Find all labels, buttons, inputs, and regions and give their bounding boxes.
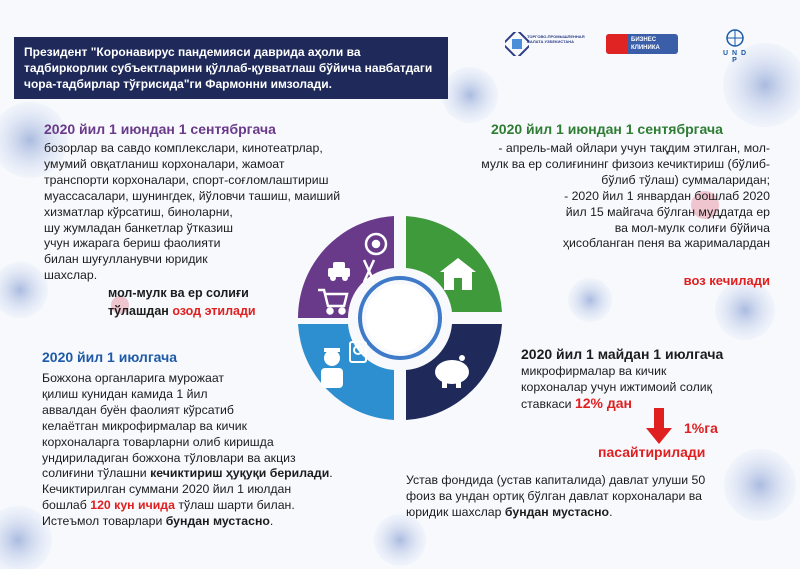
text-line: - апрель-май ойлари учун тақдим этилган, мол-	[498, 141, 770, 155]
bottom-right-note	[406, 473, 766, 521]
text-line: билан шуғулланувчи юридик	[44, 252, 208, 267]
line-suffix: .	[609, 504, 613, 519]
line-suffix: .	[329, 466, 333, 481]
header-banner	[14, 37, 448, 99]
reduced-label: пасайтирилади	[598, 444, 706, 460]
text-line: Кечиктирилган суммани 2020 йил 1 июлдан	[42, 482, 292, 497]
text-line: ва мол-мулк солиғи бўйича	[614, 220, 770, 235]
highlight-prefix: тўлашдан	[108, 304, 169, 318]
text-line: йил 15 майгача бўлган муддатда ер	[565, 204, 770, 219]
rate-to: 1%га	[684, 420, 718, 436]
top-left-title: 2020 йил 1 июндан 1 сентябргача	[44, 121, 276, 137]
top-left-highlight-1: мол-мулк ва ер солиғи	[108, 286, 249, 300]
text-line: аввалдан буён фаолият кўрсатиб	[42, 402, 234, 417]
text-line: қилиш кунидан камида 1 йил	[42, 386, 208, 401]
text-line: ундириладиган божхона тўловлари ва акциз	[42, 450, 296, 465]
line-prefix: солиғини тўлашни	[42, 466, 147, 481]
top-right-text	[410, 141, 770, 252]
text-line: корхоналарга товарларни олиб киришда	[42, 434, 274, 449]
clinic-icon	[606, 34, 628, 54]
text-line: - 2020 йил 1 январдан бошлаб 2020	[564, 188, 770, 203]
text-line	[42, 514, 402, 530]
chamber-logo-text: ТОРГОВО-ПРОМЫШЛЕННАЯ ПАЛАТА УЗБЕКИСТАНА	[527, 34, 585, 44]
text-line: транспорти корхоналари, спорт-соғломлаштириш	[44, 172, 329, 187]
deferral-right: кечиктириш ҳуқуқи берилади	[150, 466, 330, 481]
header-title: Президент "Коронавирус пандемияси даврида аҳоли ва тадбиркорлик субъектларини қўллаб-қувватлаш бўйича навбатдаги чора-тадбирлар тўғрисида"ги Фармонни имзолади.	[24, 45, 433, 91]
text-line: фоиз ва ундан ортиқ бўлган давлат корхоналари ва	[406, 488, 702, 503]
exempt-label: озод этилади	[172, 304, 256, 318]
exception-label: бундан мустасно	[504, 504, 610, 519]
line-suffix: .	[269, 514, 274, 529]
line-prefix: ставкаси	[521, 396, 572, 411]
un-emblem-icon	[721, 28, 749, 50]
bottom-left-title: 2020 йил 1 июлгача	[42, 349, 177, 365]
line-suffix: тўлаш шарти билан.	[178, 498, 295, 513]
text-line: бозорлар ва савдо комплекслари, кинотеатрлар,	[44, 141, 323, 155]
business-clinic-text: БИЗНЕС КЛИНИКА	[631, 37, 660, 51]
text-line: шу жумладан банкетлар ўтказиш	[44, 220, 233, 235]
text-line: шахслар.	[44, 268, 98, 283]
top-right-title: 2020 йил 1 июндан 1 сентябргача	[491, 121, 723, 137]
business-clinic-logo	[606, 34, 678, 54]
undp-logo	[721, 28, 749, 64]
text-line: умумий овқатланиш корхоналари, жамоат	[44, 156, 285, 171]
text-line: келаётган микрофирмалар ва кичик	[42, 418, 248, 433]
down-arrow-icon	[646, 408, 672, 444]
logo-strip	[497, 28, 797, 64]
bottom-left-text	[42, 371, 402, 530]
days-limit: 120 кун ичида	[90, 498, 175, 513]
text-line: Устав фондида (устав капиталида) давлат улуши 50	[406, 473, 706, 487]
text-line	[42, 466, 402, 482]
undp-text: U N D P	[722, 50, 748, 64]
text-line: корхоналар учун ижтимоий солиқ	[521, 379, 713, 394]
waived-label: воз кечилади	[683, 273, 770, 288]
text-line: мулк ва ер солиғининг физоиз кечиктириш (бўлиб-	[481, 156, 770, 171]
text-line: учун ижарага бериш фаолияти	[44, 236, 221, 251]
top-left-text	[44, 141, 369, 284]
line-prefix: Истеъмол товарлари	[42, 514, 163, 529]
text-line: муассасалари, шунингдек, йўловчи ташиш, маиший	[44, 188, 341, 203]
line-prefix: юридик шахслар	[406, 504, 502, 519]
rate-from: 12% дан	[574, 394, 632, 411]
bottom-right-text	[521, 364, 771, 413]
text-line: ҳисобланган пеня ва жарималардан	[562, 236, 770, 251]
text-line	[406, 505, 766, 521]
text-line: Божхона органларига мурожаат	[42, 371, 225, 385]
chamber-logo-icon	[505, 32, 529, 56]
text-line: хизматлар кўрсатиш, биноларни,	[44, 204, 233, 219]
top-left-highlight-2	[108, 304, 256, 320]
text-line: бўлиб тўлаш) суммаларидан;	[601, 172, 770, 187]
text-line: микрофирмалар ва кичик	[521, 364, 667, 378]
text-line	[42, 498, 402, 514]
exception-label: бундан мустасно	[165, 514, 270, 529]
line-prefix: бошлаб	[42, 498, 87, 513]
bottom-right-title: 2020 йил 1 майдан 1 июлгача	[521, 346, 724, 362]
